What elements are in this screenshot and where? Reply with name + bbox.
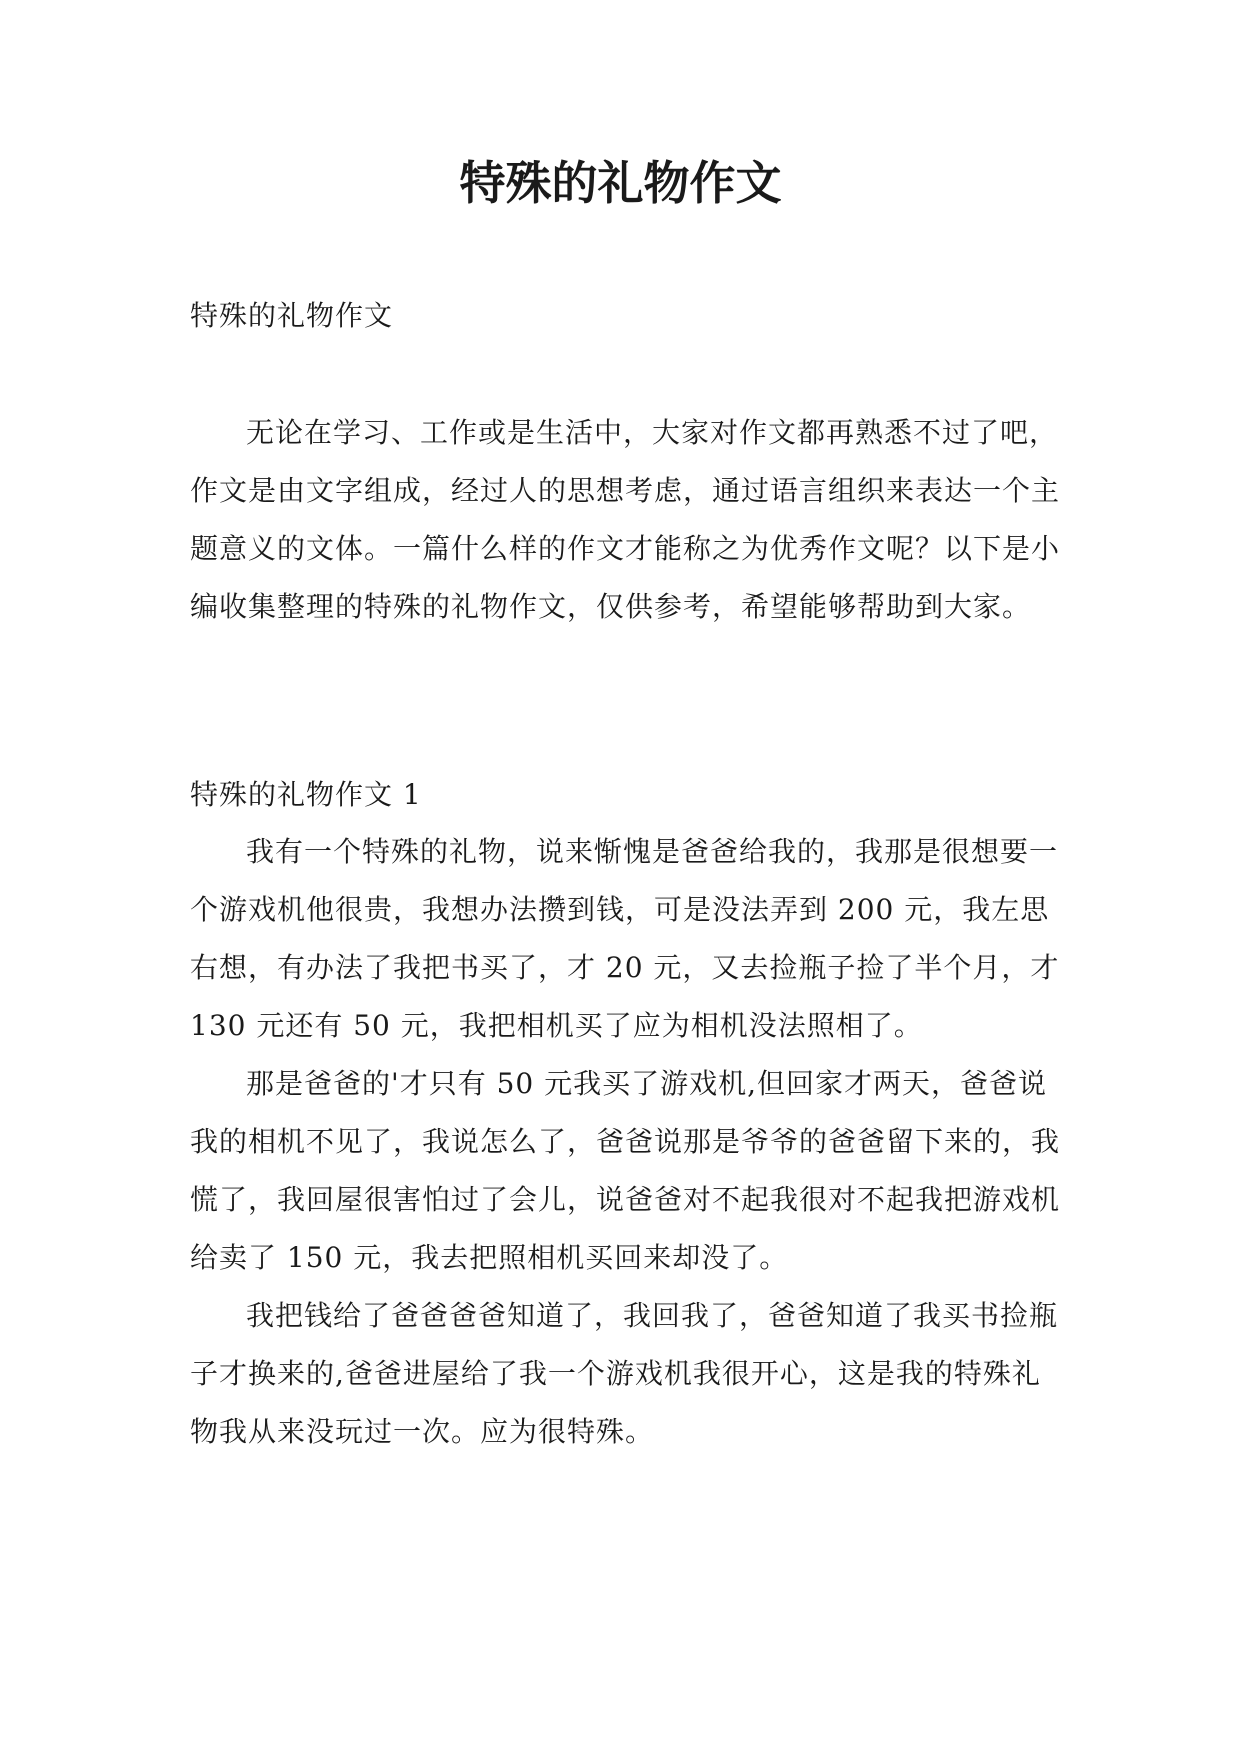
section-heading: 特殊的礼物作文 1 bbox=[190, 778, 422, 811]
intro-paragraph: 无论在学习、工作或是生活中，大家对作文都再熟悉不过了吧，作文是由文字组成，经过人的思想考虑，通过语言组织来表达一个主题意义的文体。一篇什么样的作文才能称之为优秀作文呢？以下是小编收集整理的特殊的礼物作文，仅供参考，希望能够帮助到大家。 bbox=[190, 416, 1061, 623]
essay-body bbox=[190, 823, 1060, 1461]
document-title: 特殊的礼物作文 bbox=[459, 156, 782, 210]
essay-paragraph: 我有一个特殊的礼物，说来惭愧是爸爸给我的，我那是很想要一个游戏机他很贵，我想办法攒到钱，可是没法弄到 200 元，我左思右想，有办法了我把书买了，才 20 元，又去捡瓶子捡了半个月，才 130 元还有 50 元，我把相机买了应为相机没法照相了。 bbox=[190, 835, 1060, 1042]
document-subtitle: 特殊的礼物作文 bbox=[190, 299, 394, 332]
essay-paragraph: 我把钱给了爸爸爸爸知道了，我回我了，爸爸知道了我买书捡瓶子才换来的,爸爸进屋给了我一个游戏机我很开心，这是我的特殊礼物我从来没玩过一次。应为很特殊。 bbox=[190, 1299, 1059, 1448]
essay-paragraph: 那是爸爸的'才只有 50 元我买了游戏机,但回家才两天，爸爸说我的相机不见了，我说怎么了，爸爸说那是爷爷的爸爸留下来的，我慌了，我回屋很害怕过了会儿，说爸爸对不起我很对不起我把游戏机给卖了 150 元，我去把照相机买回来却没了。 bbox=[190, 1067, 1061, 1274]
intro-paragraph-block bbox=[190, 404, 1060, 636]
